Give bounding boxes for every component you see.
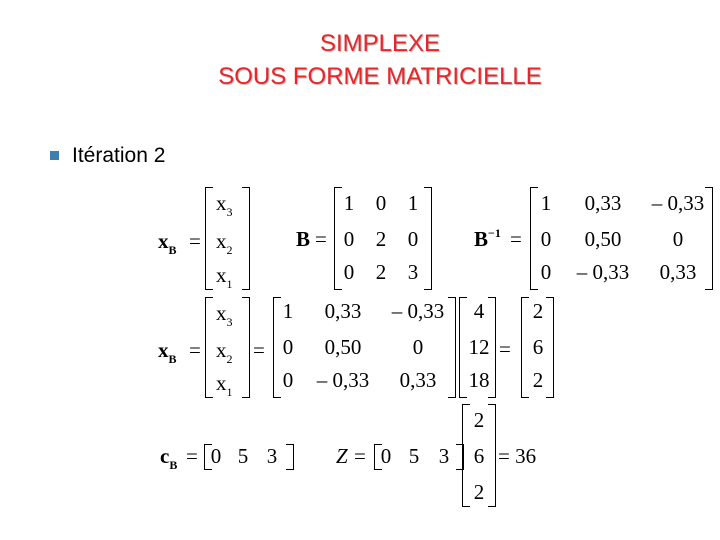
xb-vector-entry: $x_2$ <box>216 338 233 366</box>
b-matrix-cell: 1 <box>343 191 355 215</box>
xb-vector-entry: $x_2$ <box>216 229 233 257</box>
equals-sign: = <box>189 338 201 362</box>
b-inverse-cell: 1 <box>540 191 552 215</box>
xb-label-2 <box>158 338 177 365</box>
z-row-cell: 3 <box>438 444 450 468</box>
z-row-cell: 5 <box>408 444 420 468</box>
right-bracket <box>286 444 294 470</box>
xb-label-1 <box>158 229 177 256</box>
z-col-cell: 6 <box>473 444 485 468</box>
slide-title-line1: SIMPLEXE <box>319 30 441 57</box>
b-inverse-cell: 0 <box>540 227 552 251</box>
b-vector-cell: 4 <box>473 299 485 323</box>
b-inverse-cell: 0,50 <box>584 227 622 251</box>
left-bracket <box>334 187 342 290</box>
equals-sign: = <box>189 229 201 253</box>
b-inverse-cell: 0,33 <box>659 260 697 284</box>
xb-vector-entry: $x_1$ <box>216 263 233 291</box>
b-matrix-cell: 2 <box>375 260 387 284</box>
b-inverse-cell: 0,33 <box>584 191 622 215</box>
b-vector-cell: 12 <box>468 335 490 359</box>
left-bracket <box>205 297 213 398</box>
b-vector-cell: 18 <box>468 368 490 392</box>
cb-row-cell: 5 <box>237 444 249 468</box>
b-inverse-cell: 0,50 <box>324 335 362 359</box>
b-matrix-cell: 3 <box>407 260 419 284</box>
b-inverse-cell: 0 <box>282 368 294 392</box>
xb-subscript: B <box>168 243 177 257</box>
right-bracket <box>424 187 432 290</box>
b-inverse-cell: – 0,33 <box>391 299 445 323</box>
equals-sign: = <box>510 227 522 251</box>
equals-sign: = <box>315 227 327 251</box>
xb-symbol: x <box>158 229 169 253</box>
b-inverse-cell: – 0,33 <box>316 368 370 392</box>
b-inverse-label <box>474 227 501 254</box>
b-inverse-cell: – 0,33 <box>576 260 630 284</box>
xb-subscript: B <box>168 352 177 366</box>
b-inverse-cell: 0 <box>672 227 684 251</box>
z-result: = 36 <box>498 444 537 468</box>
b-inverse-cell: 1 <box>282 299 294 323</box>
equals-sign: = <box>354 444 366 468</box>
b-matrix-cell: 0 <box>407 227 419 251</box>
bullet-square-icon <box>50 151 59 160</box>
right-bracket <box>242 187 250 290</box>
equals-sign: = <box>186 444 198 468</box>
b-matrix-cell: 0 <box>343 227 355 251</box>
iteration-heading: Itération 2 <box>72 144 166 167</box>
xb-symbol: x <box>158 338 169 362</box>
xb-vector-entry: $x_3$ <box>216 191 233 219</box>
z-row-cell: 0 <box>380 444 392 468</box>
b-inverse-cell: – 0,33 <box>651 191 705 215</box>
xb-vector-entry: $x_3$ <box>216 301 233 329</box>
left-bracket <box>205 187 213 290</box>
inverse-exponent: −1 <box>488 226 501 240</box>
b-matrix-cell: 0 <box>375 191 387 215</box>
b-inverse-cell: 0,33 <box>399 368 437 392</box>
z-col-cell: 2 <box>473 408 485 432</box>
xb-vector-entry: $x_1$ <box>216 371 233 399</box>
xb-result-cell: 2 <box>532 368 544 392</box>
b-matrix-cell: 0 <box>343 260 355 284</box>
cb-label <box>160 444 177 471</box>
right-bracket <box>242 297 250 398</box>
cb-symbol: c <box>160 444 170 468</box>
b-inverse-cell: 0,33 <box>324 299 362 323</box>
b-matrix-cell: 1 <box>407 191 419 215</box>
cb-row-cell: 3 <box>266 444 278 468</box>
z-col-cell: 2 <box>473 480 485 504</box>
cb-subscript: B <box>169 458 178 472</box>
xb-result-cell: 2 <box>532 299 544 323</box>
b-inverse-cell: 0 <box>540 260 552 284</box>
b-inverse-cell: 0 <box>412 335 424 359</box>
xb-result-cell: 6 <box>532 335 544 359</box>
b-matrix-symbol: B <box>296 227 311 251</box>
equals-sign: = <box>253 338 265 362</box>
z-symbol: Z <box>336 444 348 468</box>
equals-sign: = <box>499 337 511 361</box>
cb-row-cell: 0 <box>210 444 222 468</box>
b-inverse-symbol: B <box>474 227 489 251</box>
slide-title-line2: SOUS FORME MATRICIELLE <box>218 63 542 90</box>
b-inverse-cell: 0 <box>282 335 294 359</box>
b-matrix-cell: 2 <box>375 227 387 251</box>
